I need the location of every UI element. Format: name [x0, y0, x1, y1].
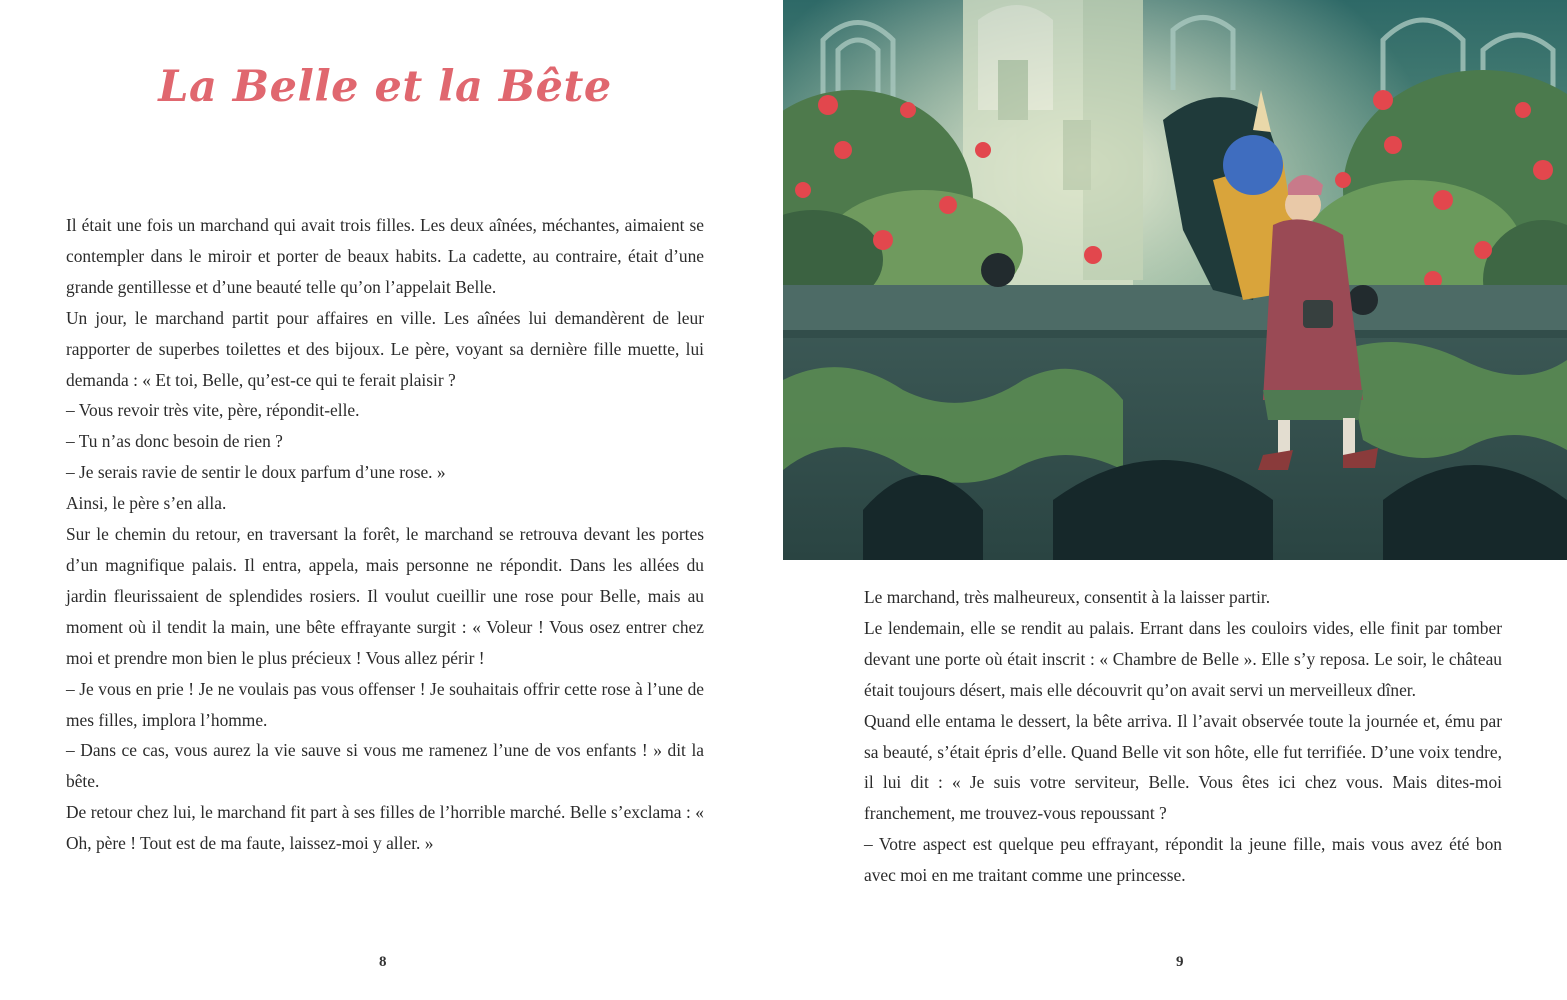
right-page-text — [864, 582, 1502, 891]
paragraph: Ainsi, le père s’en alla. — [66, 493, 227, 514]
paragraph: Quand elle entama le dessert, la bête arriva. Il l’avait observée toute la journée et, ému par sa beauté, s’était épris d’elle. Quand Belle vit son hôte, elle fut terrifiée. D’une voix tendre, il lui dit : « Je suis votre serviteur, Belle. Vous êtes ici chez vous. Mais dites-moi franchement, me trouvez-vous repoussant ? — [864, 710, 1502, 824]
paragraph: – Vous revoir très vite, père, répondit-elle. — [66, 400, 360, 421]
paragraph: – Tu n’as donc besoin de rien ? — [66, 431, 283, 452]
paragraph: – Je serais ravie de sentir le doux parfum d’une rose. » — [66, 462, 446, 483]
left-page-text — [66, 210, 704, 859]
illustration-beast-and-merchant — [783, 0, 1567, 560]
paragraph: Il était une fois un marchand qui avait trois filles. Les deux aînées, méchantes, aimaient se contempler dans le miroir et porter de beaux habits. La cadette, au contraire, était d’une grande gentillesse et d’une beauté telle qu’on l’appelait Belle. — [66, 215, 704, 297]
left-page — [0, 0, 783, 1000]
story-title: La Belle et la Bête — [158, 62, 612, 112]
paragraph: Le lendemain, elle se rendit au palais. Errant dans les couloirs vides, elle finit par tomber devant une porte où était inscrit : « Chambre de Belle ». Elle s’y reposa. Le soir, le château était toujours désert, mais elle découvrit qu’on avait servi un merveilleux dîner. — [864, 617, 1502, 700]
paragraph: – Votre aspect est quelque peu effrayant, répondit la jeune fille, mais vous avez été bon avec moi en me traitant comme une princesse. — [864, 834, 1502, 886]
page-number-left: 8 — [379, 954, 387, 970]
page-number-right: 9 — [1176, 954, 1184, 970]
paragraph: Le marchand, très malheureux, consentit à la laisser partir. — [864, 587, 1271, 607]
paragraph: – Dans ce cas, vous aurez la vie sauve si vous me ramenez l’une de vos enfants ! » dit la bête. — [66, 740, 704, 792]
paragraph: Sur le chemin du retour, en traversant la forêt, le marchand se retrouva devant les portes d’un magnifique palais. Il entra, appela, mais personne ne répondit. Dans les allées du jardin fleurissaient de splendides rosiers. Il voulut cueillir une rose pour Belle, mais au moment où il tendit la main, une bête effrayante surgit : « Voleur ! Vous osez entrer chez moi et prendre mon bien le plus précieux ! Vous allez périr ! — [66, 524, 704, 668]
paragraph: – Je vous en prie ! Je ne voulais pas vous offenser ! Je souhaitais offrir cette rose à l’une de mes filles, implora l’homme. — [66, 678, 704, 730]
paragraph: De retour chez lui, le marchand fit part à ses filles de l’horrible marché. Belle s’exclama : « Oh, père ! Tout est de ma faute, laissez-moi y aller. » — [66, 802, 704, 854]
paragraph: Un jour, le marchand partit pour affaires en ville. Les aînées lui demandèrent de leur rapporter de superbes toilettes et des bijoux. Le père, voyant sa dernière fille muette, lui demanda : « Et toi, Belle, qu’est-ce qui te ferait plaisir ? — [66, 307, 704, 390]
